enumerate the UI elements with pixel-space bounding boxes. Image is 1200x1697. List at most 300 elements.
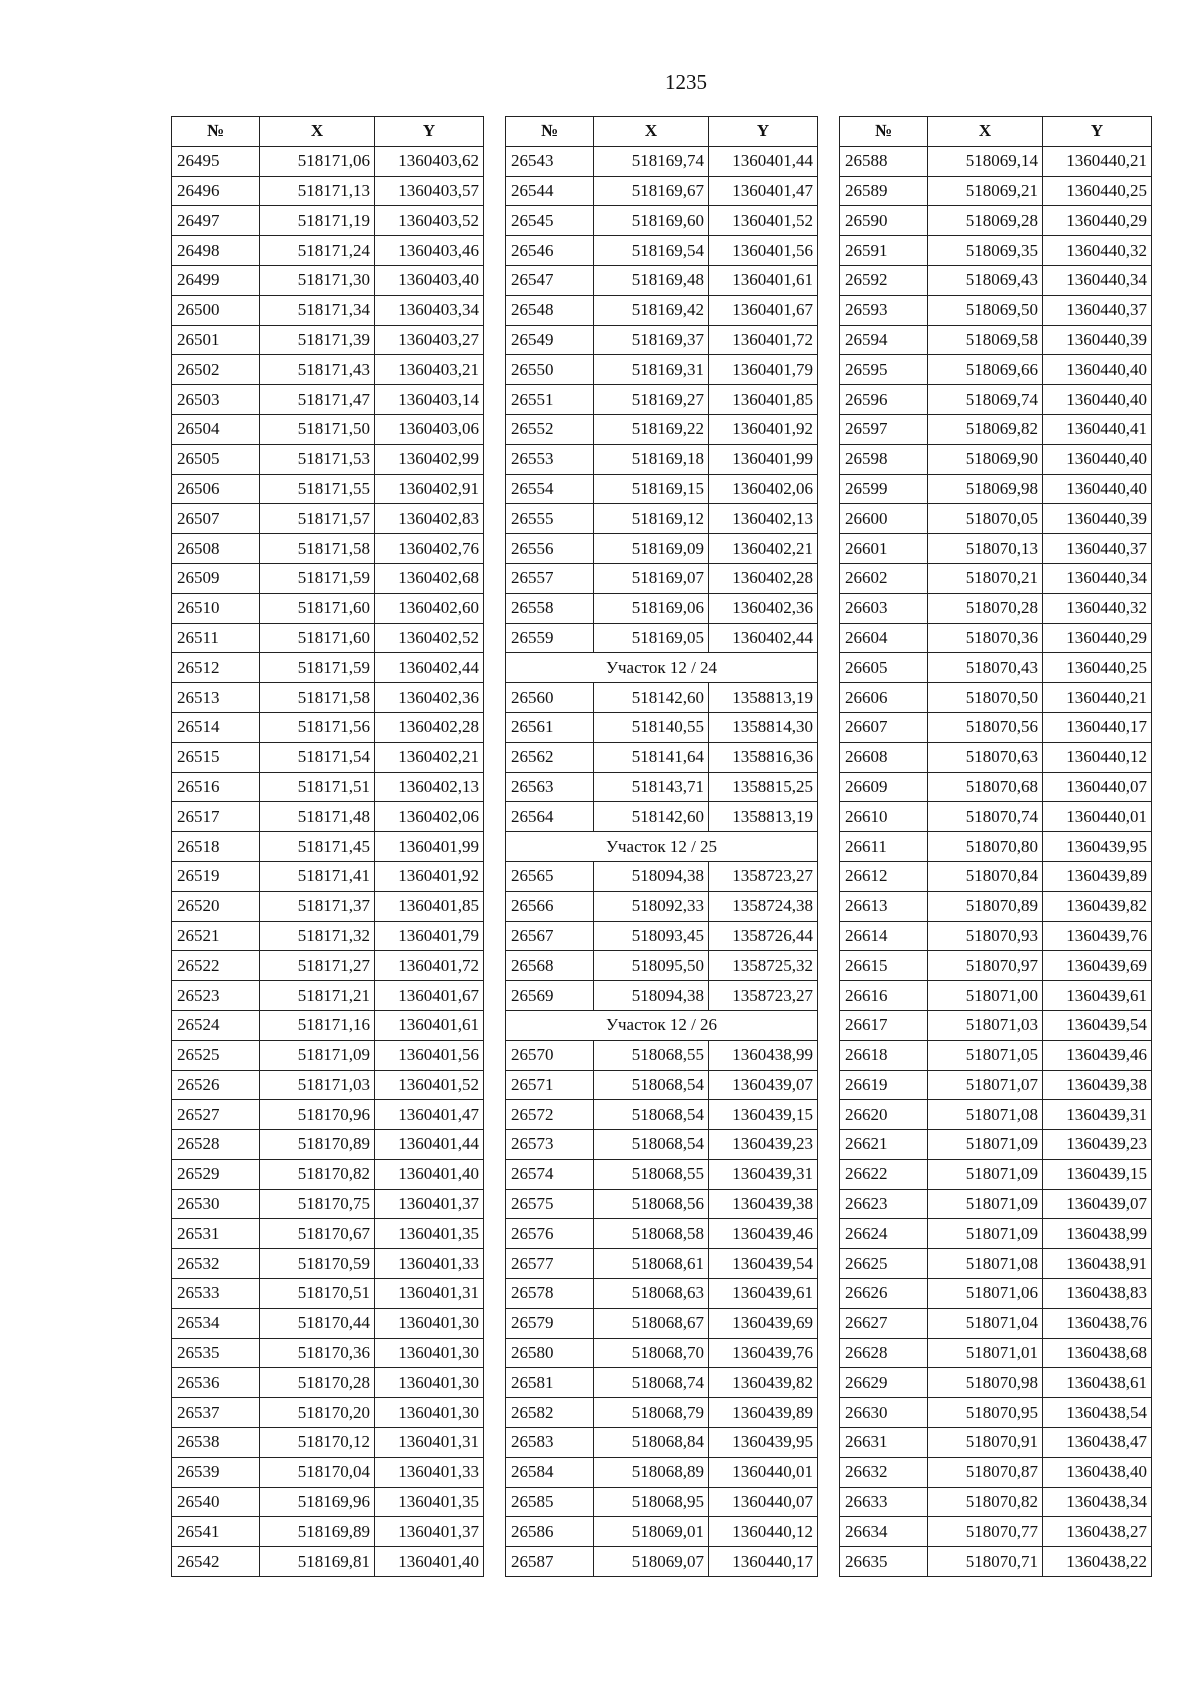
point-number-cell: 26582 [506, 1398, 594, 1428]
point-number-cell: 26560 [506, 683, 594, 713]
x-coordinate-cell: 518069,35 [928, 236, 1043, 266]
point-number-cell: 26564 [506, 802, 594, 832]
point-number-cell: 26563 [506, 772, 594, 802]
table-row [172, 444, 484, 474]
x-coordinate-cell: 518092,33 [594, 891, 709, 921]
x-coordinate-cell: 518068,89 [594, 1457, 709, 1487]
point-number-cell: 26546 [506, 236, 594, 266]
x-coordinate-cell: 518070,28 [928, 593, 1043, 623]
point-number-cell: 26619 [840, 1070, 928, 1100]
x-coordinate-cell: 518171,50 [260, 414, 375, 444]
y-coordinate-cell: 1360440,21 [1043, 683, 1152, 713]
y-coordinate-cell: 1360402,44 [709, 623, 818, 653]
y-coordinate-cell: 1360402,21 [709, 534, 818, 564]
point-number-cell: 26503 [172, 385, 260, 415]
x-coordinate-cell: 518070,63 [928, 742, 1043, 772]
point-number-cell: 26514 [172, 712, 260, 742]
table-row [840, 861, 1152, 891]
x-coordinate-cell: 518171,21 [260, 981, 375, 1011]
table-row [840, 295, 1152, 325]
point-number-cell: 26595 [840, 355, 928, 385]
point-number-cell: 26588 [840, 146, 928, 176]
column-header-y: Y [375, 117, 484, 147]
point-number-cell: 26594 [840, 325, 928, 355]
x-coordinate-cell: 518068,84 [594, 1428, 709, 1458]
y-coordinate-cell: 1360439,61 [709, 1279, 818, 1309]
y-coordinate-cell: 1360401,30 [375, 1398, 484, 1428]
table-row [840, 712, 1152, 742]
table-row [840, 534, 1152, 564]
point-number-cell: 26569 [506, 981, 594, 1011]
y-coordinate-cell: 1360438,83 [1043, 1279, 1152, 1309]
x-coordinate-cell: 518169,37 [594, 325, 709, 355]
table-row [172, 1487, 484, 1517]
x-coordinate-cell: 518170,04 [260, 1457, 375, 1487]
x-coordinate-cell: 518171,34 [260, 295, 375, 325]
table-row [172, 295, 484, 325]
y-coordinate-cell: 1360439,38 [1043, 1070, 1152, 1100]
x-coordinate-cell: 518070,36 [928, 623, 1043, 653]
point-number-cell: 26515 [172, 742, 260, 772]
table-row [840, 653, 1152, 683]
table-row [172, 414, 484, 444]
point-number-cell: 26577 [506, 1249, 594, 1279]
x-coordinate-cell: 518070,82 [928, 1487, 1043, 1517]
y-coordinate-cell: 1360440,07 [709, 1487, 818, 1517]
point-number-cell: 26622 [840, 1159, 928, 1189]
y-coordinate-cell: 1360401,92 [709, 414, 818, 444]
page-number: 1235 [665, 70, 707, 94]
x-coordinate-cell: 518071,00 [928, 981, 1043, 1011]
point-number-cell: 26504 [172, 414, 260, 444]
point-number-cell: 26600 [840, 504, 928, 534]
point-number-cell: 26583 [506, 1428, 594, 1458]
x-coordinate-cell: 518170,36 [260, 1338, 375, 1368]
x-coordinate-cell: 518069,14 [928, 146, 1043, 176]
point-number-cell: 26624 [840, 1219, 928, 1249]
point-number-cell: 26625 [840, 1249, 928, 1279]
y-coordinate-cell: 1358815,25 [709, 772, 818, 802]
x-coordinate-cell: 518071,04 [928, 1308, 1043, 1338]
point-number-cell: 26604 [840, 623, 928, 653]
table-row [506, 921, 818, 951]
y-coordinate-cell: 1360401,44 [375, 1130, 484, 1160]
table-row [840, 832, 1152, 862]
point-number-cell: 26535 [172, 1338, 260, 1368]
x-coordinate-cell: 518170,28 [260, 1368, 375, 1398]
x-coordinate-cell: 518068,63 [594, 1279, 709, 1309]
x-coordinate-cell: 518171,39 [260, 325, 375, 355]
point-number-cell: 26547 [506, 265, 594, 295]
point-number-cell: 26632 [840, 1457, 928, 1487]
y-coordinate-cell: 1360403,14 [375, 385, 484, 415]
point-number-cell: 26558 [506, 593, 594, 623]
y-coordinate-cell: 1358813,19 [709, 802, 818, 832]
point-number-cell: 26613 [840, 891, 928, 921]
table-row [506, 236, 818, 266]
x-coordinate-cell: 518070,89 [928, 891, 1043, 921]
column-header-x: X [928, 117, 1043, 147]
y-coordinate-cell: 1360438,91 [1043, 1249, 1152, 1279]
table-header-row [172, 117, 484, 147]
y-coordinate-cell: 1360401,61 [709, 265, 818, 295]
y-coordinate-cell: 1360402,28 [709, 563, 818, 593]
point-number-cell: 26567 [506, 921, 594, 951]
table-row [840, 1487, 1152, 1517]
table-row [172, 1428, 484, 1458]
point-number-cell: 26593 [840, 295, 928, 325]
table-row [172, 1100, 484, 1130]
point-number-cell: 26509 [172, 563, 260, 593]
x-coordinate-cell: 518171,16 [260, 1010, 375, 1040]
y-coordinate-cell: 1360401,67 [709, 295, 818, 325]
x-coordinate-cell: 518069,58 [928, 325, 1043, 355]
y-coordinate-cell: 1360439,76 [1043, 921, 1152, 951]
x-coordinate-cell: 518071,09 [928, 1130, 1043, 1160]
table-row [172, 1308, 484, 1338]
table-row [172, 861, 484, 891]
y-coordinate-cell: 1360402,21 [375, 742, 484, 772]
y-coordinate-cell: 1360439,07 [709, 1070, 818, 1100]
point-number-cell: 26530 [172, 1189, 260, 1219]
table-row [506, 593, 818, 623]
y-coordinate-cell: 1360401,35 [375, 1487, 484, 1517]
y-coordinate-cell: 1360440,12 [709, 1517, 818, 1547]
y-coordinate-cell: 1360401,31 [375, 1279, 484, 1309]
y-coordinate-cell: 1360438,22 [1043, 1547, 1152, 1577]
table-row [840, 504, 1152, 534]
y-coordinate-cell: 1360440,40 [1043, 444, 1152, 474]
y-coordinate-cell: 1358813,19 [709, 683, 818, 713]
table-row [840, 1368, 1152, 1398]
x-coordinate-cell: 518171,58 [260, 534, 375, 564]
x-coordinate-cell: 518068,95 [594, 1487, 709, 1517]
point-number-cell: 26519 [172, 861, 260, 891]
y-coordinate-cell: 1360440,17 [709, 1547, 818, 1577]
table-row [506, 414, 818, 444]
point-number-cell: 26555 [506, 504, 594, 534]
x-coordinate-cell: 518070,95 [928, 1398, 1043, 1428]
y-coordinate-cell: 1360401,40 [375, 1547, 484, 1577]
x-coordinate-cell: 518169,81 [260, 1547, 375, 1577]
point-number-cell: 26597 [840, 414, 928, 444]
x-coordinate-cell: 518070,56 [928, 712, 1043, 742]
table-row [172, 1249, 484, 1279]
table-row [506, 176, 818, 206]
point-number-cell: 26532 [172, 1249, 260, 1279]
x-coordinate-cell: 518069,50 [928, 295, 1043, 325]
table-row [506, 1070, 818, 1100]
point-number-cell: 26542 [172, 1547, 260, 1577]
y-coordinate-cell: 1360401,35 [375, 1219, 484, 1249]
x-coordinate-cell: 518068,54 [594, 1130, 709, 1160]
point-number-cell: 26601 [840, 534, 928, 564]
y-coordinate-cell: 1360440,39 [1043, 504, 1152, 534]
y-coordinate-cell: 1360440,34 [1043, 563, 1152, 593]
x-coordinate-cell: 518169,54 [594, 236, 709, 266]
point-number-cell: 26510 [172, 593, 260, 623]
x-coordinate-cell: 518171,54 [260, 742, 375, 772]
x-coordinate-cell: 518071,05 [928, 1040, 1043, 1070]
point-number-cell: 26598 [840, 444, 928, 474]
y-coordinate-cell: 1360440,40 [1043, 355, 1152, 385]
point-number-cell: 26527 [172, 1100, 260, 1130]
point-number-cell: 26500 [172, 295, 260, 325]
point-number-cell: 26543 [506, 146, 594, 176]
y-coordinate-cell: 1360401,30 [375, 1338, 484, 1368]
y-coordinate-cell: 1360440,12 [1043, 742, 1152, 772]
x-coordinate-cell: 518170,82 [260, 1159, 375, 1189]
x-coordinate-cell: 518170,44 [260, 1308, 375, 1338]
table-row [840, 772, 1152, 802]
point-number-cell: 26497 [172, 206, 260, 236]
point-number-cell: 26618 [840, 1040, 928, 1070]
x-coordinate-cell: 518171,56 [260, 712, 375, 742]
y-coordinate-cell: 1360401,31 [375, 1428, 484, 1458]
y-coordinate-cell: 1360439,82 [709, 1368, 818, 1398]
y-coordinate-cell: 1360438,76 [1043, 1308, 1152, 1338]
x-coordinate-cell: 518170,51 [260, 1279, 375, 1309]
point-number-cell: 26616 [840, 981, 928, 1011]
point-number-cell: 26520 [172, 891, 260, 921]
point-number-cell: 26517 [172, 802, 260, 832]
x-coordinate-cell: 518171,51 [260, 772, 375, 802]
x-coordinate-cell: 518169,07 [594, 563, 709, 593]
table-row [840, 1547, 1152, 1577]
point-number-cell: 26628 [840, 1338, 928, 1368]
table-row [840, 1100, 1152, 1130]
y-coordinate-cell: 1360439,54 [709, 1249, 818, 1279]
point-number-cell: 26541 [172, 1517, 260, 1547]
point-number-cell: 26584 [506, 1457, 594, 1487]
table-row [840, 1308, 1152, 1338]
x-coordinate-cell: 518071,08 [928, 1100, 1043, 1130]
y-coordinate-cell: 1360401,33 [375, 1457, 484, 1487]
table-row [506, 1517, 818, 1547]
table-row [506, 1338, 818, 1368]
table-row [506, 1100, 818, 1130]
x-coordinate-cell: 518069,90 [928, 444, 1043, 474]
point-number-cell: 26537 [172, 1398, 260, 1428]
x-coordinate-cell: 518171,47 [260, 385, 375, 415]
table-header-row [840, 117, 1152, 147]
y-coordinate-cell: 1360401,37 [375, 1189, 484, 1219]
y-coordinate-cell: 1360402,06 [709, 474, 818, 504]
table-row [506, 1189, 818, 1219]
y-coordinate-cell: 1360402,91 [375, 474, 484, 504]
x-coordinate-cell: 518069,82 [928, 414, 1043, 444]
y-coordinate-cell: 1360402,68 [375, 563, 484, 593]
y-coordinate-cell: 1358723,27 [709, 981, 818, 1011]
table-row [172, 1130, 484, 1160]
table-row [506, 563, 818, 593]
point-number-cell: 26556 [506, 534, 594, 564]
table-row [506, 444, 818, 474]
y-coordinate-cell: 1360402,76 [375, 534, 484, 564]
point-number-cell: 26623 [840, 1189, 928, 1219]
y-coordinate-cell: 1360401,79 [375, 921, 484, 951]
table-row [506, 1279, 818, 1309]
y-coordinate-cell: 1360401,79 [709, 355, 818, 385]
x-coordinate-cell: 518169,60 [594, 206, 709, 236]
column-header-x: X [594, 117, 709, 147]
point-number-cell: 26566 [506, 891, 594, 921]
table-row [506, 146, 818, 176]
table-row [840, 1040, 1152, 1070]
table-row [840, 802, 1152, 832]
x-coordinate-cell: 518142,60 [594, 683, 709, 713]
y-coordinate-cell: 1360403,06 [375, 414, 484, 444]
point-number-cell: 26606 [840, 683, 928, 713]
point-number-cell: 26608 [840, 742, 928, 772]
point-number-cell: 26525 [172, 1040, 260, 1070]
y-coordinate-cell: 1360439,69 [1043, 951, 1152, 981]
point-number-cell: 26617 [840, 1010, 928, 1040]
x-coordinate-cell: 518171,41 [260, 861, 375, 891]
x-coordinate-cell: 518070,50 [928, 683, 1043, 713]
point-number-cell: 26499 [172, 265, 260, 295]
table-row [172, 802, 484, 832]
point-number-cell: 26559 [506, 623, 594, 653]
table-row [840, 891, 1152, 921]
x-coordinate-cell: 518070,77 [928, 1517, 1043, 1547]
y-coordinate-cell: 1360401,52 [375, 1070, 484, 1100]
y-coordinate-cell: 1358725,32 [709, 951, 818, 981]
table-row [840, 325, 1152, 355]
table-row [840, 444, 1152, 474]
table-row [506, 1308, 818, 1338]
point-number-cell: 26580 [506, 1338, 594, 1368]
x-coordinate-cell: 518169,74 [594, 146, 709, 176]
table-row [840, 1279, 1152, 1309]
section-title: Участок 12 / 26 [506, 1010, 818, 1040]
y-coordinate-cell: 1360439,31 [709, 1159, 818, 1189]
point-number-cell: 26550 [506, 355, 594, 385]
table-row [506, 1457, 818, 1487]
table-row [506, 1487, 818, 1517]
y-coordinate-cell: 1358816,36 [709, 742, 818, 772]
table-row [840, 1428, 1152, 1458]
y-coordinate-cell: 1360402,36 [709, 593, 818, 623]
y-coordinate-cell: 1360440,17 [1043, 712, 1152, 742]
point-number-cell: 26540 [172, 1487, 260, 1517]
x-coordinate-cell: 518070,13 [928, 534, 1043, 564]
x-coordinate-cell: 518171,59 [260, 653, 375, 683]
table-row [840, 1398, 1152, 1428]
y-coordinate-cell: 1360403,52 [375, 206, 484, 236]
point-number-cell: 26565 [506, 861, 594, 891]
x-coordinate-cell: 518071,06 [928, 1279, 1043, 1309]
x-coordinate-cell: 518169,67 [594, 176, 709, 206]
x-coordinate-cell: 518169,27 [594, 385, 709, 415]
y-coordinate-cell: 1360401,40 [375, 1159, 484, 1189]
table-row [840, 563, 1152, 593]
table-row [840, 1130, 1152, 1160]
table-row [506, 1547, 818, 1577]
y-coordinate-cell: 1360438,34 [1043, 1487, 1152, 1517]
table-row [172, 951, 484, 981]
point-number-cell: 26553 [506, 444, 594, 474]
x-coordinate-cell: 518170,96 [260, 1100, 375, 1130]
point-number-cell: 26620 [840, 1100, 928, 1130]
table-row [506, 295, 818, 325]
x-coordinate-cell: 518169,22 [594, 414, 709, 444]
y-coordinate-cell: 1360439,61 [1043, 981, 1152, 1011]
y-coordinate-cell: 1358723,27 [709, 861, 818, 891]
y-coordinate-cell: 1360440,29 [1043, 206, 1152, 236]
x-coordinate-cell: 518070,97 [928, 951, 1043, 981]
x-coordinate-cell: 518068,61 [594, 1249, 709, 1279]
y-coordinate-cell: 1360401,92 [375, 861, 484, 891]
x-coordinate-cell: 518070,91 [928, 1428, 1043, 1458]
table-row [172, 623, 484, 653]
column-header-number: № [506, 117, 594, 147]
y-coordinate-cell: 1360440,01 [1043, 802, 1152, 832]
point-number-cell: 26614 [840, 921, 928, 951]
x-coordinate-cell: 518170,20 [260, 1398, 375, 1428]
point-number-cell: 26609 [840, 772, 928, 802]
x-coordinate-cell: 518171,06 [260, 146, 375, 176]
x-coordinate-cell: 518069,21 [928, 176, 1043, 206]
x-coordinate-cell: 518169,48 [594, 265, 709, 295]
x-coordinate-cell: 518171,37 [260, 891, 375, 921]
point-number-cell: 26596 [840, 385, 928, 415]
table-row [840, 474, 1152, 504]
x-coordinate-cell: 518070,68 [928, 772, 1043, 802]
table-row [506, 534, 818, 564]
table-row [840, 414, 1152, 444]
point-number-cell: 26607 [840, 712, 928, 742]
table-row [506, 325, 818, 355]
table-row [506, 1040, 818, 1070]
y-coordinate-cell: 1360440,32 [1043, 593, 1152, 623]
point-number-cell: 26523 [172, 981, 260, 1011]
point-number-cell: 26589 [840, 176, 928, 206]
y-coordinate-cell: 1360438,40 [1043, 1457, 1152, 1487]
table-row [506, 861, 818, 891]
table-row [840, 593, 1152, 623]
y-coordinate-cell: 1360438,27 [1043, 1517, 1152, 1547]
y-coordinate-cell: 1360440,32 [1043, 236, 1152, 266]
point-number-cell: 26581 [506, 1368, 594, 1398]
x-coordinate-cell: 518169,42 [594, 295, 709, 325]
y-coordinate-cell: 1360401,33 [375, 1249, 484, 1279]
y-coordinate-cell: 1360440,34 [1043, 265, 1152, 295]
point-number-cell: 26573 [506, 1130, 594, 1160]
x-coordinate-cell: 518169,31 [594, 355, 709, 385]
table-row [172, 832, 484, 862]
x-coordinate-cell: 518171,19 [260, 206, 375, 236]
table-row [172, 355, 484, 385]
point-number-cell: 26630 [840, 1398, 928, 1428]
point-number-cell: 26627 [840, 1308, 928, 1338]
point-number-cell: 26548 [506, 295, 594, 325]
table-row [840, 1249, 1152, 1279]
x-coordinate-cell: 518169,06 [594, 593, 709, 623]
point-number-cell: 26590 [840, 206, 928, 236]
y-coordinate-cell: 1360439,76 [709, 1338, 818, 1368]
point-number-cell: 26534 [172, 1308, 260, 1338]
point-number-cell: 26511 [172, 623, 260, 653]
y-coordinate-cell: 1360438,47 [1043, 1428, 1152, 1458]
table-row [506, 385, 818, 415]
y-coordinate-cell: 1360438,68 [1043, 1338, 1152, 1368]
column-header-x: X [260, 117, 375, 147]
table-row [172, 1338, 484, 1368]
x-coordinate-cell: 518093,45 [594, 921, 709, 951]
point-number-cell: 26621 [840, 1130, 928, 1160]
point-number-cell: 26585 [506, 1487, 594, 1517]
